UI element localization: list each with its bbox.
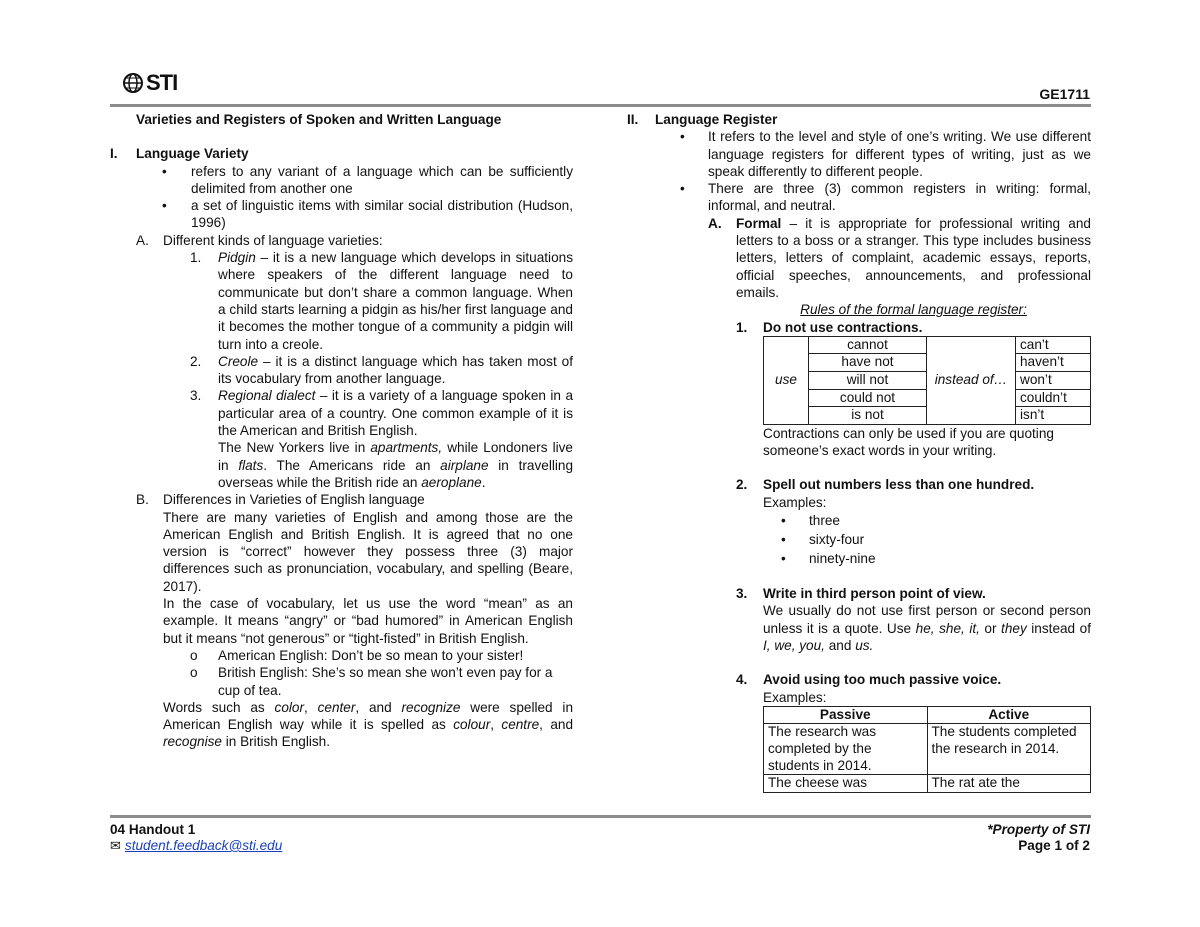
text-run: they xyxy=(1001,620,1027,636)
register-desc: – it is appropriate for professional writing and letters to a boss or a stranger. This type includes business letters, letters of complaint, academic essays, reports, official speeches, announcements, and professional emails. xyxy=(736,215,1091,300)
handout-label: 04 Handout 1 xyxy=(110,822,196,837)
rule-number: 2. xyxy=(736,477,748,493)
rule-number: 3. xyxy=(736,586,748,602)
bullet-icon: • xyxy=(162,198,167,214)
logo-text: STI xyxy=(146,70,178,95)
bullet-text: refers to any variant of a language which can be sufficiently delimited from another one xyxy=(191,163,573,196)
numbered-item xyxy=(110,387,573,439)
bullet-icon: • xyxy=(781,551,786,567)
text-run: centre xyxy=(501,717,540,733)
item-desc: – it is a new language which develops in situations where speakers of the different language need to communicate but don’t share a common language. When a child starts learning a pidgin as his/her first language and it becomes the mother tongue of a community a pidgin will turn into a creole. xyxy=(218,250,573,352)
section-2-heading xyxy=(627,111,1091,128)
rule-2-heading xyxy=(627,476,1091,493)
envelope-icon: ✉ xyxy=(110,838,121,853)
text-run: and xyxy=(824,637,856,653)
voice-table-wrap xyxy=(627,706,1091,793)
section-1-title: Language Variety xyxy=(136,146,249,162)
circle-bullet-icon: o xyxy=(190,647,198,663)
item-desc: – it is a variety of a language spoken in a particular area of a country. One common example of it is the American and British English. xyxy=(218,388,574,439)
table-cell: can’t xyxy=(1016,336,1091,354)
bullet-item xyxy=(627,180,1091,215)
table-cell: won’t xyxy=(1016,372,1091,390)
list-item xyxy=(627,511,1091,530)
doc-title: Varieties and Registers of Spoken and Written Language xyxy=(136,112,502,127)
contractions-table xyxy=(763,336,1091,425)
example-text: British English: She’s so mean she won’t even pay for a cup of tea. xyxy=(218,665,553,698)
text-run: in British English. xyxy=(221,734,330,750)
rules-title: Rules of the formal language register: xyxy=(800,302,1027,318)
text-run: instead of xyxy=(1026,620,1091,636)
register-term: Formal xyxy=(736,215,782,231)
course-code: GE1711 xyxy=(1039,86,1090,102)
column-header-active: Active xyxy=(927,706,1091,724)
rule-title: Do not use contractions. xyxy=(763,319,923,335)
subsection-title: Differences in Varieties of English language xyxy=(163,492,425,508)
text-run: color xyxy=(274,699,305,715)
subsection-letter: B. xyxy=(136,492,149,508)
text-run: , and xyxy=(539,717,574,733)
rule-title: Spell out numbers less than one hundred. xyxy=(763,477,1035,493)
subsection-a-heading xyxy=(110,232,573,249)
text-run: recognize xyxy=(401,699,461,715)
rule-title: Write in third person point of view. xyxy=(763,586,986,602)
table-row xyxy=(764,775,1091,793)
item-text xyxy=(218,249,573,353)
bullet-icon: • xyxy=(680,129,685,145)
rule-3-heading xyxy=(627,585,1091,602)
text-run: , xyxy=(490,717,502,733)
text-run: The New Yorkers live in xyxy=(218,440,371,456)
table-cell: have not xyxy=(809,354,927,372)
examples-label: Examples: xyxy=(763,689,827,705)
text-run: . The Americans ride an xyxy=(263,457,441,473)
rule-number: 1. xyxy=(736,319,748,335)
list-item xyxy=(627,549,1091,568)
rule-3-text xyxy=(627,602,1091,654)
example-text: sixty-four xyxy=(809,532,865,548)
text-run: while Londoners live in xyxy=(218,440,573,473)
text-run: or xyxy=(979,620,1002,636)
bullet-text: It refers to the level and style of one’s writing. We use different language registers for different types of writing, just as we speak differently to different people. xyxy=(708,129,1091,179)
property-note: *Property of STI xyxy=(987,822,1090,837)
item-number: 1. xyxy=(190,250,202,266)
text-run: , xyxy=(304,699,318,715)
text-run: , and xyxy=(355,699,402,715)
rule-title: Avoid using too much passive voice. xyxy=(763,672,1002,688)
page-number: Page 1 of 2 xyxy=(1018,838,1090,853)
subsection-title: Different kinds of language varieties: xyxy=(163,232,383,248)
formal-register xyxy=(627,215,1091,301)
item-number: 2. xyxy=(190,353,202,369)
table-cell: haven’t xyxy=(1016,354,1091,372)
table-row xyxy=(764,724,1091,775)
column-header-passive: Passive xyxy=(764,706,928,724)
footer-rule xyxy=(110,815,1091,818)
register-text xyxy=(736,215,1091,301)
right-column xyxy=(627,111,1091,793)
text-run: aeroplane xyxy=(421,474,482,490)
table-cell: The students completed the research in 2014. xyxy=(927,724,1091,775)
subsection-letter: A. xyxy=(136,232,149,248)
text-run: were spelled in American English way while it is spelled as xyxy=(163,699,573,733)
text-run: I, we, you, xyxy=(763,637,825,653)
sti-logo xyxy=(122,70,177,96)
bullet-icon: • xyxy=(162,163,167,179)
table-row xyxy=(764,336,1091,354)
text-run: apartments, xyxy=(370,440,443,456)
numbered-item xyxy=(110,249,573,353)
contractions-note: Contractions can only be used if you are quoting someone’s exact words in your writing. xyxy=(763,425,1054,459)
text-run: airplane xyxy=(440,457,489,473)
item-term: Pidgin xyxy=(218,250,256,266)
examples-label: Examples: xyxy=(763,494,827,510)
example-item xyxy=(110,664,573,699)
dialect-example xyxy=(110,439,573,491)
section-1-heading xyxy=(110,145,573,162)
item-number: 3. xyxy=(190,388,202,404)
feedback-email-link[interactable]: student.feedback@sti.edu xyxy=(124,838,283,853)
bullet-item xyxy=(110,163,573,198)
item-term: Regional dialect xyxy=(218,388,316,404)
paragraph: In the case of vocabulary, let us use the word “mean” as an example. It means “angry” or “bad humored” in American English but it means “not generous” or “tight-fisted” in British English. xyxy=(163,596,573,646)
table-cell: isn’t xyxy=(1016,407,1091,425)
example-item xyxy=(110,647,573,664)
table-cell: The research was completed by the students in 2014. xyxy=(764,724,928,775)
contractions-table-wrap xyxy=(627,336,1091,425)
voice-table xyxy=(763,706,1091,793)
instead-cell: instead of… xyxy=(927,336,1016,424)
item-term: Creole xyxy=(218,353,259,369)
table-cell: could not xyxy=(809,389,927,407)
table-cell: cannot xyxy=(809,336,927,354)
text-run: colour xyxy=(453,717,491,733)
example-text: American English: Don’t be so mean to your sister! xyxy=(218,647,524,663)
example-text: three xyxy=(809,513,840,529)
section-1-number: I. xyxy=(110,146,118,162)
globe-icon xyxy=(122,72,144,94)
numbered-item xyxy=(110,353,573,388)
paragraph: There are many varieties of English and among those are the American English and British English. It is agreed that no one version is “correct” however they possess three (3) major differences such as pronunciation, vocabulary, and spelling (Beare, 2017). xyxy=(163,509,573,594)
text-run: us. xyxy=(855,637,874,653)
text-run: . xyxy=(481,474,486,490)
bullet-text: a set of linguistic items with similar social distribution (Hudson, 1996) xyxy=(191,198,573,231)
example-text: ninety-nine xyxy=(809,551,876,567)
text-run: he, she, it, xyxy=(915,620,980,636)
list-item xyxy=(627,530,1091,549)
section-2-title: Language Register xyxy=(655,112,778,127)
use-cell: use xyxy=(764,336,809,424)
text-run: We usually do not use first person or second person unless it is a quote. Use xyxy=(763,603,1091,636)
bullet-text: There are three (3) common registers in writing: formal, informal, and neutral. xyxy=(708,181,1091,214)
table-cell: is not xyxy=(809,407,927,425)
email-line xyxy=(110,838,282,854)
item-desc: – it is a distinct language which has taken most of its vocabulary from another language. xyxy=(218,353,573,387)
rule-1-heading xyxy=(627,319,1091,336)
circle-bullet-icon: o xyxy=(190,665,198,681)
subsection-b-heading xyxy=(110,491,573,508)
table-cell: couldn’t xyxy=(1016,389,1091,407)
header-rule xyxy=(110,104,1091,107)
table-cell: The cheese was xyxy=(764,775,928,793)
rule-4-heading xyxy=(627,671,1091,688)
table-header-row xyxy=(764,706,1091,724)
section-2-number: II. xyxy=(627,112,639,127)
text-run: center xyxy=(317,699,356,715)
text-run: recognise xyxy=(163,734,222,750)
text-run: flats xyxy=(238,457,264,473)
item-text xyxy=(218,353,573,388)
text-run: Words such as xyxy=(163,699,275,715)
bullet-item xyxy=(110,197,573,232)
table-cell: will not xyxy=(809,372,927,390)
bullet-icon: • xyxy=(781,532,786,548)
bullet-item xyxy=(627,128,1091,180)
rule-number: 4. xyxy=(736,672,748,688)
item-text xyxy=(218,387,573,439)
text-run: in travelling overseas while the British ride an xyxy=(218,457,574,490)
table-cell: The rat ate the xyxy=(927,775,1091,793)
left-column xyxy=(110,111,573,751)
spelling-paragraph xyxy=(110,699,573,751)
bullet-icon: • xyxy=(781,513,786,529)
bullet-icon: • xyxy=(680,181,685,197)
register-letter: A. xyxy=(708,215,722,231)
